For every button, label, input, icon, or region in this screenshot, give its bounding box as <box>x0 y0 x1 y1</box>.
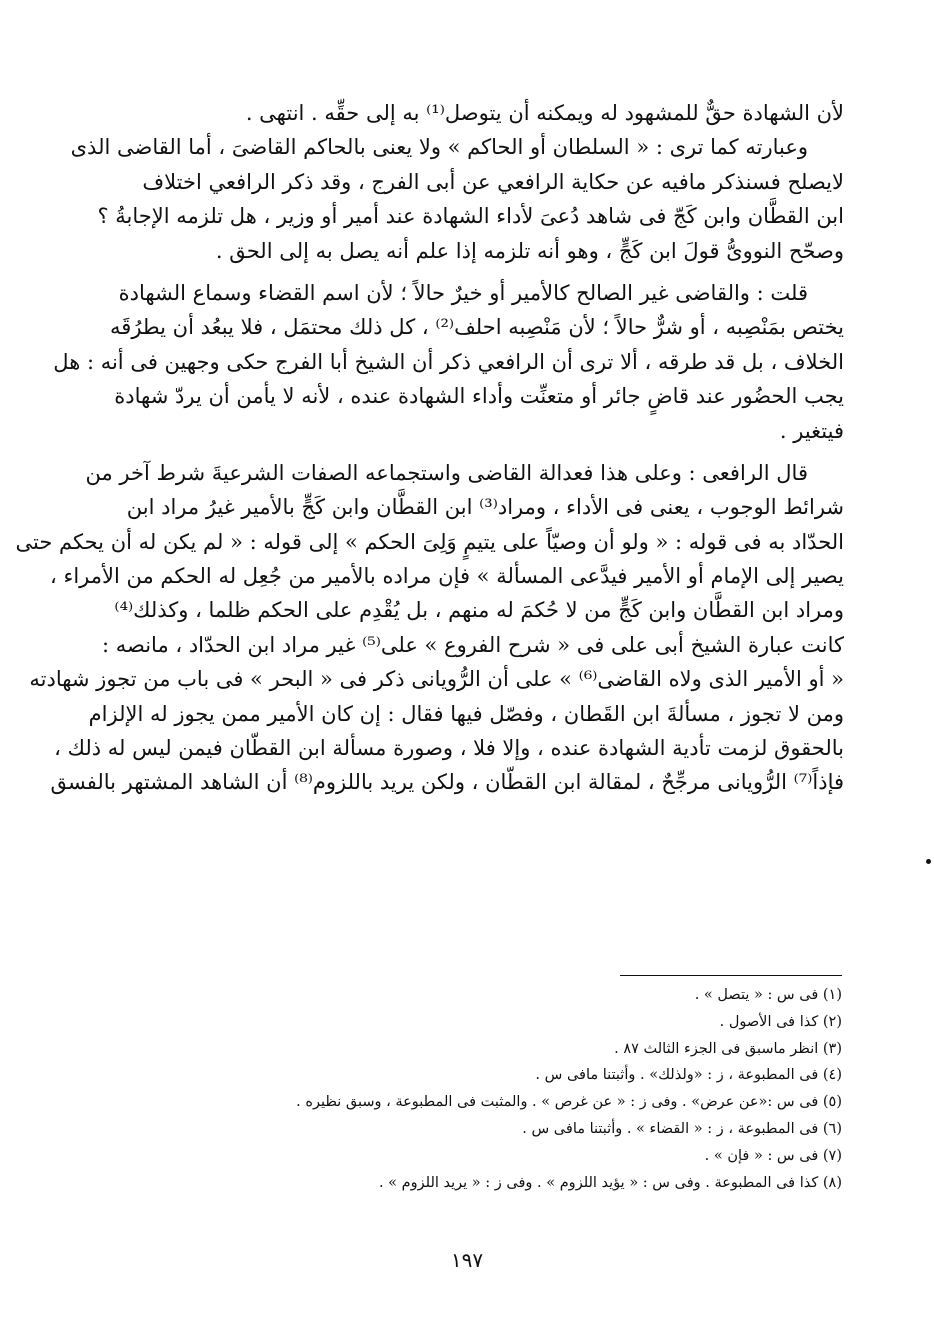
footnote: (١) فى س : « يتصل » . <box>694 987 842 1003</box>
body-line: ابن القطَّان وابن كَجّ فى شاهد دُعىَ لأداء الشهادة عند أمير أو وزير ، هل تلزمه الإجابةُ ؟ <box>97 204 844 229</box>
body-line: فإذاً⁽⁷⁾ الرُّويانى مرجِّحٌ ، لمقالة ابن القطّان ، ولكن يريد باللزوم⁽⁸⁾ أن الشاهد المشتهر بالفسق <box>50 770 844 795</box>
body-line: وصحّح النووىُّ قولَ ابن كَجٍّ ، وهو أنه تلزمه إذا علم أنه يصل به إلى الحق . <box>215 238 844 263</box>
footnote: (٢) كذا فى الأصول . <box>719 1013 842 1030</box>
footnote-separator <box>620 975 842 976</box>
footnotes <box>160 984 842 1198</box>
body-line: ومن لا تجوز ، مسألةَ ابن القَطان ، وفصّل فيها فقال : إن كان الأمير ممن يجوز له الإلزام <box>88 701 844 726</box>
footnote: (٨) كذا فى المطبوعة . وفى س : « يؤيد اللزوم » . وفى ز : « يريد اللزوم » . <box>378 1174 842 1191</box>
body-line: ومراد ابن القطَّان وابن كَجٍّ من لا حُكمَ له منهم ، بل يُقْدِم على الحكم ظلما ، وكذلك⁽⁴⁾ <box>114 598 844 623</box>
margin-mark <box>926 859 931 864</box>
body-line: الخلاف ، بل قد طرقه ، ألا ترى أن الرافعي ذكر أن الشيخ أبا الفرج حكى وجهين فى أنه : هل <box>53 349 844 374</box>
body-line: قال الرافعى : وعلى هذا فعدالة القاضى واستجماعه الصفات الشرعيةَ شرط آخر من <box>85 460 808 485</box>
footnote: (٥) فى س :«عن عرض» . وفى ز : « عن غرص » . والمثبت فى المطبوعة ، وسبق نظيره . <box>296 1094 842 1111</box>
body-line: يصير إلى الإمام أو الأمير فيدَّعى المسألة » فإن مراده بالأمير من جُعِل له الحكم من الأمراء ، <box>50 564 844 589</box>
body-line: « أو الأمير الذى ولاه القاضى⁽⁶⁾ » على أن الرُّويانى ذكر فى « البحر » فى باب من تجوز شهادته <box>29 667 844 692</box>
body-line: يختص بمَنْصِبه ، أو شرٌّ حالاً ؛ لأن مَنْصِبه احلف⁽²⁾ ، كل ذلك محتمَل ، فلا يبعُد أن يطرُقَه <box>110 315 844 340</box>
page-number: ١٩٧ <box>450 1248 484 1272</box>
body-line: يجب الحضُور عند قاضٍ جائر أو متعنِّت وأداء الشهادة عنده ، لأنه لا يأمن أن يردّ شهادة <box>114 384 844 409</box>
body-line: شرائط الوجوب ، يعنى فى الأداء ، ومراد⁽³⁾ ابن القطَّان وابن كَجٍّ بالأمير غيرُ مراد ابن <box>126 495 844 520</box>
main-text <box>15 96 844 800</box>
footnote: (٦) فى المطبوعة ، ز : « القضاء » . وأثبتنا مافى س . <box>522 1120 842 1137</box>
body-line: وعبارته كما ترى : « السلطان أو الحاكم » ولا يعنى بالحاكم القاضىَ ، أما القاضى الذى <box>70 135 808 160</box>
footnote: (٣) انظر ماسبق فى الجزء الثالث ٨٧ . <box>614 1040 842 1057</box>
footnote: (٧) فى س : « فإن » . <box>704 1147 842 1164</box>
body-line: كانت عبارة الشيخ أبى على فى « شرح الفروع » على⁽⁵⁾ غير مراد ابن الحدّاد ، مانصه : <box>101 632 844 657</box>
body-line: لأن الشهادة حقٌّ للمشهود له ويمكنه أن يتوصل⁽¹⁾ به إلى حقِّه . انتهى . <box>245 101 844 125</box>
footnote: (٤) فى المطبوعة ، ز : «ولذلك» . وأثبتنا مافى س . <box>535 1067 842 1084</box>
body-line: لايصلح فسنذكر مافيه عن حكاية الرافعي عن أبى الفرج ، وقد ذكر الرافعي اختلاف <box>142 169 844 194</box>
body-line: قلت : والقاضى غير الصالح كالأمير أو خيرٌ حالاً ؛ لأن اسم القضاء وسماع الشهادة <box>118 280 808 305</box>
body-line: الحدّاد به فى قوله : « ولو أن وصيّاً على يتيمٍ وَلِىَ الحكم » إلى قوله : « لم يكن له أن يحكم حتى <box>15 529 844 554</box>
body-line: بالحقوق لزمت تأدية الشهادة عنده ، وإلا فلا ، وصورة مسألة ابن القطّان فيمن ليس له ذلك ، <box>54 736 844 761</box>
body-line: فيتغير . <box>779 418 844 443</box>
